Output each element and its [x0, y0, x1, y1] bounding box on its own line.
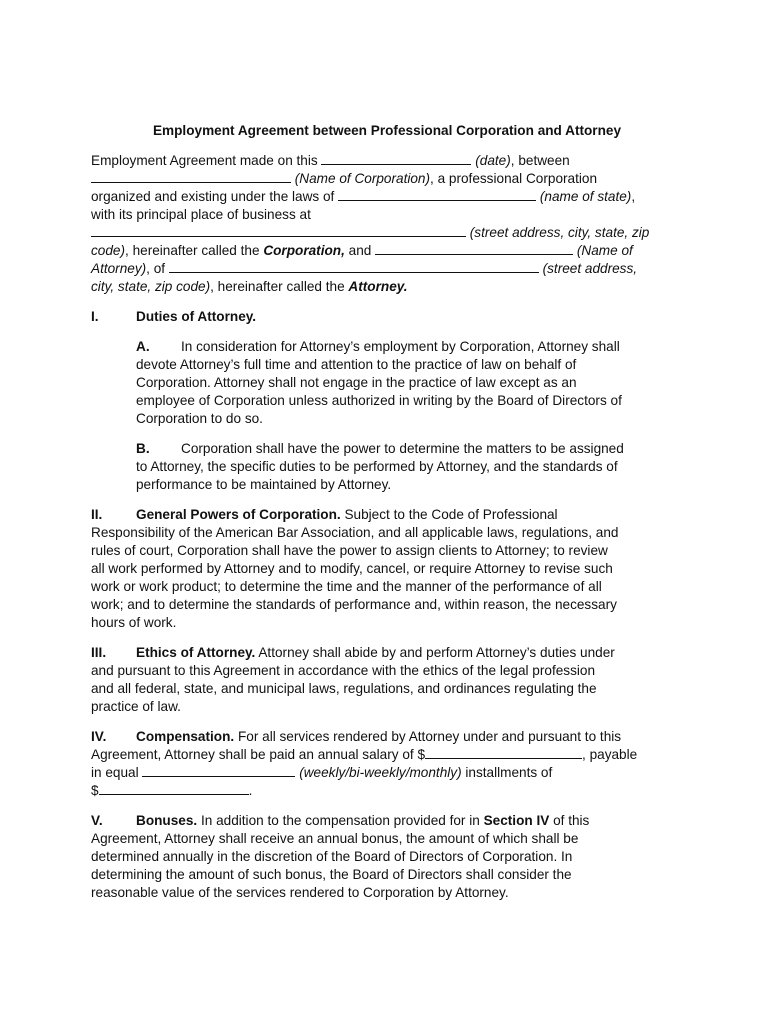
section-line — [91, 506, 681, 524]
sub-line: devote Attorney’s full time and attention to the practice of law on behalf of — [136, 357, 577, 372]
section-line — [91, 812, 681, 830]
intro-text: organized and existing under the laws of — [91, 189, 339, 204]
section-4 — [91, 728, 681, 800]
section-text: In addition to the compensation provided for in — [197, 813, 484, 828]
corporation-term: Corporation, — [263, 243, 345, 258]
section-text: Subject to the Code of Professional — [340, 507, 558, 522]
section-line: work or work product; to determine the time and the manner of the performance of all — [91, 579, 602, 594]
intro-text: , — [631, 189, 636, 204]
intro-line-7 — [91, 260, 681, 278]
section-text: in equal — [91, 765, 143, 780]
section-line: and pursuant to this Agreement in accordance with the ethics of the legal profession — [91, 663, 596, 678]
intro-text: , hereinafter called the — [210, 279, 349, 294]
section-text: . — [248, 783, 253, 798]
sub-label: B. — [136, 441, 150, 456]
section-line: reasonable value of the services rendered to Corporation by Attorney. — [91, 885, 509, 900]
section-2 — [91, 506, 681, 632]
section-1-heading — [91, 308, 681, 326]
section-number: II. — [91, 507, 103, 522]
corporation-name-hint: (Name of Corporation) — [294, 171, 431, 186]
intro-line-5 — [91, 224, 681, 242]
sub-line: Corporation. Attorney shall not engage in the practice of law except as an — [136, 375, 577, 390]
section-heading: Bonuses. — [136, 813, 198, 828]
section-line — [91, 644, 681, 662]
section-line: and all federal, state, and municipal laws, regulations, and ordinances regulating the — [91, 681, 597, 696]
attorney-name-hint: Attorney) — [91, 261, 147, 276]
section-number: I. — [91, 309, 99, 324]
section-heading: General Powers of Corporation. — [136, 507, 341, 522]
section-line: hours of work. — [91, 615, 177, 630]
section-line — [91, 728, 681, 746]
section-heading: Ethics of Attorney. — [136, 645, 256, 660]
section-line — [91, 746, 681, 764]
corporation-address-blank — [91, 224, 466, 237]
document-body — [91, 122, 681, 914]
sub-line — [136, 338, 681, 356]
section-text: Agreement, Attorney shall be paid an annual salary of $ — [91, 747, 426, 762]
address-hint: city, state, zip code) — [91, 279, 211, 294]
intro-line-2 — [91, 170, 681, 188]
section-text: Attorney shall abide by and perform Attorney’s duties under — [255, 645, 615, 660]
section-line: practice of law. — [91, 699, 181, 714]
intro-text: Employment Agreement made on this — [91, 153, 322, 168]
salary-blank — [425, 746, 582, 759]
section-text: $ — [91, 783, 99, 798]
section-1-sub-a — [136, 338, 681, 428]
section-line: Responsibility of the American Bar Association, and all applicable laws, regulations, and — [91, 525, 619, 540]
intro-paragraph — [91, 152, 681, 296]
sub-text: In consideration for Attorney’s employment by Corporation, Attorney shall — [181, 339, 620, 354]
section-number: IV. — [91, 729, 107, 744]
section-text: For all services rendered by Attorney under and pursuant to this — [234, 729, 622, 744]
section-1-sub-b — [136, 440, 681, 494]
section-heading: Duties of Attorney. — [136, 309, 257, 324]
pay-period-blank — [142, 764, 295, 777]
section-line: Agreement, Attorney shall receive an annual bonus, the amount of which shall be — [91, 831, 579, 846]
intro-line-8 — [91, 278, 681, 296]
section-number: V. — [91, 813, 103, 828]
intro-line-4: with its principal place of business at — [91, 207, 311, 222]
section-text: installments of — [461, 765, 553, 780]
intro-line-3 — [91, 188, 681, 206]
section-line: rules of court, Corporation shall have the power to assign clients to Attorney; to review — [91, 543, 608, 558]
section-line: work; and to determine the standards of performance and, within reason, the necessary — [91, 597, 617, 612]
section-text: of this — [549, 813, 590, 828]
sub-line — [136, 440, 681, 458]
state-hint: (name of state) — [539, 189, 632, 204]
section-5 — [91, 812, 681, 902]
attorney-term: Attorney. — [348, 279, 408, 294]
sub-line: performance to be maintained by Attorney. — [136, 477, 392, 492]
intro-line-6 — [91, 242, 681, 260]
intro-text: , between — [510, 153, 570, 168]
section-number: III. — [91, 645, 107, 660]
state-blank — [338, 188, 536, 201]
section-3 — [91, 644, 681, 716]
intro-text: , a professional Corporation — [430, 171, 598, 186]
sub-line: Corporation to do so. — [136, 411, 263, 426]
installment-blank — [99, 782, 249, 795]
sub-line: to Attorney, the specific duties to be performed by Attorney, and the standards of — [136, 459, 618, 474]
intro-text: , hereinafter called the — [125, 243, 264, 258]
intro-text: and — [344, 243, 376, 258]
section-line — [91, 782, 681, 800]
intro-text: , of — [146, 261, 169, 276]
intro-line-1 — [91, 152, 681, 170]
document-title: Employment Agreement between Professional Corporation and Attorney — [152, 123, 622, 138]
section-line: determining the amount of such bonus, the Board of Directors shall consider the — [91, 867, 572, 882]
sub-label: A. — [136, 339, 150, 354]
address-hint: (street address, city, state, zip — [469, 225, 650, 240]
attorney-address-blank — [169, 260, 539, 273]
date-hint: (date) — [475, 153, 511, 168]
sub-text: Corporation shall have the power to determine the matters to be assigned — [181, 441, 624, 456]
section-line: determined annually in the discretion of the Board of Directors of Corporation. In — [91, 849, 573, 864]
attorney-name-blank — [375, 242, 573, 255]
date-blank — [321, 152, 471, 165]
attorney-name-hint: (Name of — [576, 243, 633, 258]
corporation-name-blank — [91, 170, 291, 183]
pay-period-hint: (weekly/bi-weekly/monthly) — [299, 765, 462, 780]
address-hint: (street address, — [542, 261, 638, 276]
section-text: , payable — [582, 747, 638, 762]
section-heading: Compensation. — [136, 729, 235, 744]
address-hint: code) — [91, 243, 126, 258]
sub-line: employee of Corporation unless authorized in writing by the Board of Directors of — [136, 393, 622, 408]
section-line — [91, 764, 681, 782]
section-reference: Section IV — [483, 813, 550, 828]
section-line: all work performed by Attorney and to modify, cancel, or require Attorney to revise such — [91, 561, 613, 576]
